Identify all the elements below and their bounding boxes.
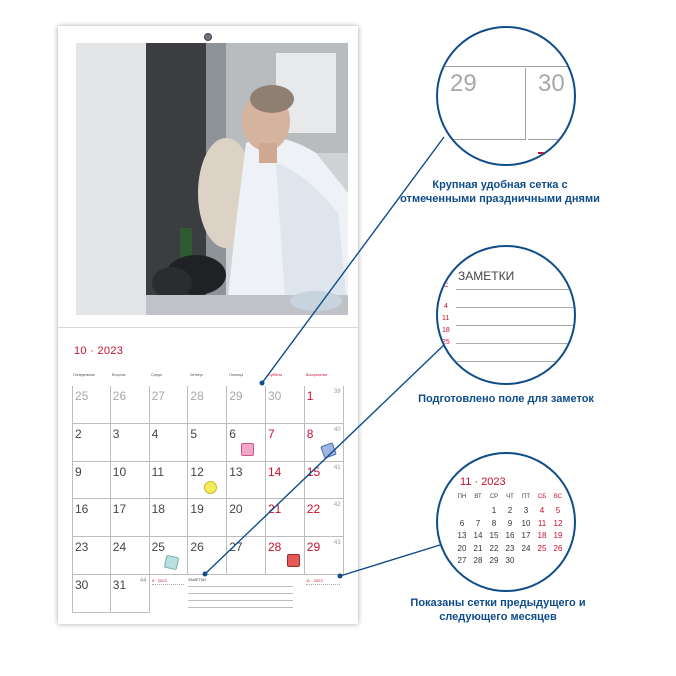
- week-number: 39: [333, 389, 341, 395]
- lens-day: 28: [473, 556, 483, 565]
- day-number: 12: [190, 464, 204, 479]
- next-month-title: 11 · 2023: [306, 578, 323, 583]
- day-number: 10: [112, 464, 127, 479]
- day-number: 4: [151, 426, 159, 441]
- lens-day: 17: [521, 531, 531, 540]
- day-number: 7: [268, 426, 275, 441]
- day-number: 15: [306, 464, 321, 479]
- lens-day: 13: [457, 531, 467, 540]
- day-number: 28: [190, 389, 204, 403]
- lens-day: 3: [523, 506, 529, 515]
- lens-day: 22: [489, 543, 499, 553]
- weekday-label: Понедельник: [73, 373, 95, 377]
- week-number: 40: [333, 426, 341, 433]
- holiday-mark: [538, 152, 546, 154]
- lens-day: 24: [521, 543, 531, 553]
- day-number: 27: [151, 389, 165, 403]
- lens-weekday: СБ: [537, 494, 547, 500]
- day-number: 25: [75, 389, 89, 403]
- lens-day: 29: [489, 556, 499, 565]
- lens-day: 4: [539, 506, 545, 515]
- weekday-label: Четверг: [190, 373, 204, 377]
- lens-day: 27: [457, 556, 467, 565]
- day-number: 16: [75, 502, 89, 517]
- lens-weekday: ВТ: [474, 494, 482, 500]
- day-number: 3: [112, 426, 120, 441]
- callout-grid: Крупная удобная сетка с отмеченными праздничными днями: [400, 179, 600, 205]
- calendar-month-title: 10 · 2023: [74, 345, 124, 357]
- day-number: 22: [306, 502, 321, 517]
- zoom-lens-grid: [436, 26, 576, 166]
- lens-day: 20: [457, 543, 467, 553]
- lens-grid-number: 30: [538, 70, 565, 97]
- lens-day: 2: [507, 506, 513, 515]
- callout-notes: Подготовлено поле для заметок: [418, 393, 594, 405]
- lens-weekday: ВС: [553, 494, 563, 500]
- day-number: 2: [75, 426, 82, 441]
- lens-day: 30: [505, 556, 515, 565]
- day-number: 28: [268, 540, 282, 555]
- lens-side-number: 11: [442, 315, 450, 322]
- day-number: 8: [306, 426, 314, 441]
- weekday-label: Вторник: [112, 373, 126, 377]
- weekday-label: Суббота: [268, 373, 283, 377]
- lens-day: 16: [505, 531, 515, 540]
- day-number: 26: [112, 389, 127, 403]
- day-number: 6: [229, 426, 236, 441]
- day-number: 13: [229, 464, 243, 479]
- lens-day: 12: [553, 518, 563, 528]
- day-number: 11: [151, 464, 165, 479]
- lens-day: 1: [491, 506, 497, 515]
- lens-day: 8: [491, 518, 497, 528]
- day-number: 25: [151, 540, 165, 555]
- lens-day: 26: [553, 543, 563, 553]
- lens-day: 5: [555, 506, 561, 515]
- day-number: 19: [190, 502, 204, 517]
- lens-day: 19: [553, 531, 563, 540]
- lens-weekday: ЧТ: [506, 494, 514, 500]
- lens-notes-label: ЗАМЕТКИ: [458, 269, 515, 283]
- week-number: 44: [139, 578, 147, 584]
- lens-month-grid: [454, 494, 566, 584]
- day-number: 23: [75, 540, 89, 555]
- zoom-lens-notes: [436, 245, 576, 385]
- day-number: 30: [75, 578, 89, 592]
- day-number: 5: [190, 426, 198, 441]
- day-number: 29: [306, 540, 321, 555]
- zoom-lens-month: [436, 452, 576, 592]
- lens-day: 10: [521, 518, 531, 528]
- week-number: 41: [333, 464, 341, 471]
- day-number: 9: [75, 464, 82, 479]
- lens-side-number: С: [444, 283, 449, 289]
- week-number: 43: [333, 540, 341, 547]
- day-number: 17: [112, 502, 127, 517]
- lens-day: 25: [537, 543, 547, 553]
- lens-weekday: СР: [489, 494, 499, 500]
- day-number: 18: [151, 502, 165, 517]
- lens-weekday: ПТ: [522, 494, 530, 500]
- lens-day: 11: [537, 518, 547, 528]
- lens-side-number: 25: [442, 339, 450, 346]
- lens-weekday: ПН: [457, 494, 467, 500]
- callout-months: Показаны сетки предыдущего и следующего месяцев: [410, 597, 586, 623]
- day-number: 24: [112, 540, 127, 555]
- lens-day: 15: [489, 531, 499, 540]
- day-number: 21: [268, 502, 282, 517]
- lens-month-title: 11 · 2023: [460, 476, 506, 488]
- lens-day: 6: [459, 518, 465, 528]
- lens-day: 23: [505, 543, 515, 553]
- weekday-label: Пятница: [229, 373, 244, 377]
- weekday-label: Воскресенье: [306, 373, 328, 377]
- lens-day: 18: [537, 531, 547, 540]
- lens-day: 14: [473, 531, 483, 540]
- lens-day: 9: [507, 518, 513, 528]
- lens-day: 21: [473, 543, 483, 553]
- notes-label: ЗАМЕТКИ: [188, 578, 206, 582]
- day-number: 30: [268, 389, 282, 403]
- week-number: 42: [333, 502, 341, 509]
- day-number: 1: [306, 389, 314, 403]
- day-number: 14: [268, 464, 282, 479]
- lens-day: 7: [475, 518, 481, 528]
- day-number: 29: [229, 389, 243, 403]
- lens-side-number: 4: [444, 303, 448, 310]
- day-number: 27: [229, 540, 243, 555]
- lens-side-number: 18: [442, 327, 450, 334]
- day-number: 26: [190, 540, 204, 555]
- lens-grid-number: 29: [450, 70, 477, 97]
- prev-month-title: 9 · 2023: [152, 578, 167, 583]
- day-number: 20: [229, 502, 243, 517]
- day-number: 31: [112, 578, 127, 592]
- weekday-label: Среда: [151, 373, 162, 377]
